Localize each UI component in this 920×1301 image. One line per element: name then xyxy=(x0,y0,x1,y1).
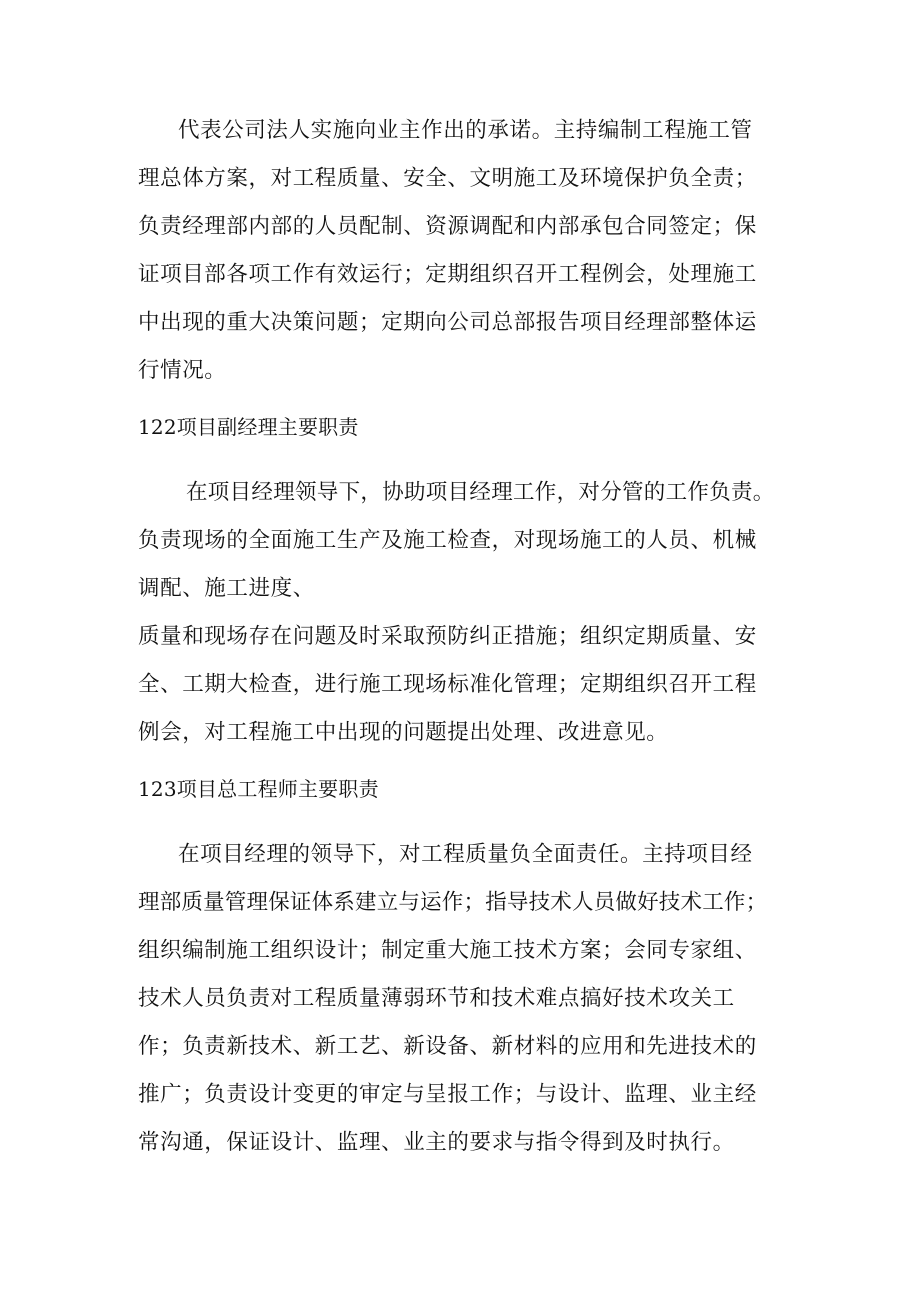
body-line: 负责现场的全面施工生产及施工检查，对现场施工的人员、机械 xyxy=(138,528,757,553)
body-line: 调配、施工进度、 xyxy=(138,576,315,601)
body-line: 行情况。 xyxy=(138,358,227,383)
body-line: 作；负责新技术、新工艺、新设备、新材料的应用和先进技术的 xyxy=(138,1034,757,1059)
body-line: 在项目经理领导下，协助项目经理工作，对分管的工作负责。 xyxy=(186,480,775,505)
body-line: 中出现的重大决策问题；定期向公司总部报告项目经理部整体运 xyxy=(138,310,757,335)
body-line: 技术人员负责对工程质量薄弱环节和技术难点搞好技术攻关工 xyxy=(138,986,735,1011)
body-line: 例会，对工程施工中出现的问题提出处理、改进意见。 xyxy=(138,720,669,745)
body-line: 全、工期大检查，进行施工现场标准化管理；定期组织召开工程 xyxy=(138,672,757,697)
body-line: 理总体方案，对工程质量、安全、文明施工及环境保护负全责； xyxy=(138,166,757,191)
body-line: 常沟通，保证设计、监理、业主的要求与指令得到及时执行。 xyxy=(138,1130,735,1155)
body-line: 组织编制施工组织设计；制定重大施工技术方案；会同专家组、 xyxy=(138,938,757,963)
body-line: 理部质量管理保证体系建立与运作；指导技术人员做好技术工作； xyxy=(138,890,768,915)
body-line: 负责经理部内部的人员配制、资源调配和内部承包合同签定；保 xyxy=(138,214,757,239)
section-heading: 122项目副经理主要职责 xyxy=(138,415,359,439)
section-heading: 123项目总工程师主要职责 xyxy=(138,777,379,801)
body-line: 在项目经理的领导下，对工程质量负全面责任。主持项目经 xyxy=(178,842,753,867)
body-line: 推广；负责设计变更的审定与呈报工作；与设计、监理、业主经 xyxy=(138,1082,757,1107)
body-line: 证项目部各项工作有效运行；定期组织召开工程例会，处理施工 xyxy=(138,262,757,287)
body-line: 质量和现场存在问题及时采取预防纠正措施；组织定期质量、安 xyxy=(138,624,757,649)
body-line: 代表公司法人实施向业主作出的承诺。主持编制工程施工管 xyxy=(178,118,753,143)
